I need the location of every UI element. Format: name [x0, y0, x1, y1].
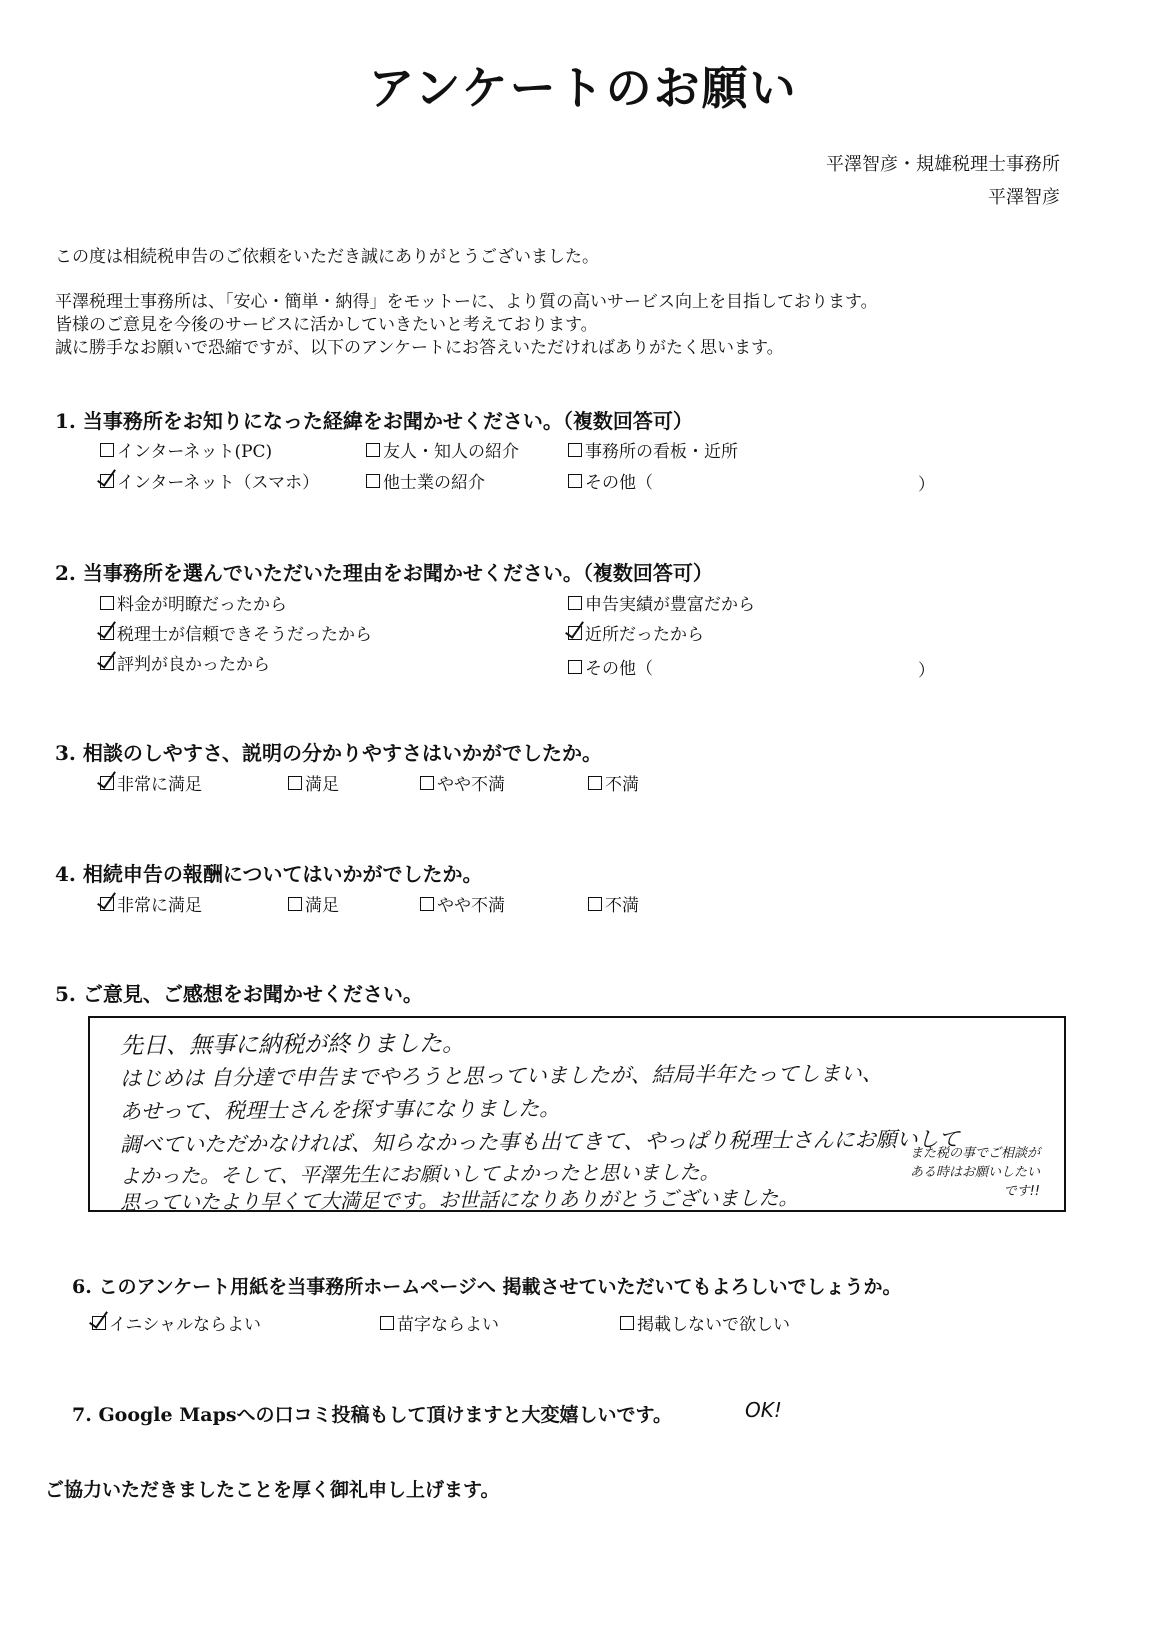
checkbox[interactable]: [568, 443, 582, 457]
question-1: 1. 当事務所をお知りになった経緯をお聞かせください。（複数回答可）: [55, 409, 693, 433]
checkbox[interactable]: [588, 897, 602, 911]
q2-option-other[interactable]: その他（: [568, 654, 653, 679]
checkbox[interactable]: [568, 596, 582, 610]
checkbox-checked[interactable]: [100, 474, 114, 488]
checkbox-checked[interactable]: [100, 656, 114, 670]
q1-option-friend-referral[interactable]: 友人・知人の紹介: [366, 437, 519, 462]
comment-line: あせって、税理士さんを探す事になりました。: [119, 1096, 561, 1124]
q2-option-track-record[interactable]: 申告実績が豊富だから: [568, 590, 755, 615]
comment-line: 先日、無事に納税が終りました。: [119, 1030, 466, 1060]
q1-other-close-paren: ）: [918, 475, 935, 495]
page-title: アンケートのお願い: [368, 61, 798, 115]
checkbox[interactable]: [568, 660, 582, 674]
q1-option-other[interactable]: その他（: [568, 468, 653, 493]
checkbox-checked[interactable]: [100, 626, 114, 640]
q6-option-surname[interactable]: 苗字ならよい: [380, 1310, 499, 1335]
intro-thanks: この度は相続税申告のご依頼をいただき誠にありがとうございました。: [55, 247, 599, 267]
q3-option-dissatisfied[interactable]: 不満: [588, 770, 639, 795]
intro-line-opinion: 皆様のご意見を今後のサービスに活かしていきたいと考えております。: [55, 315, 598, 335]
checkbox[interactable]: [288, 897, 302, 911]
checkbox[interactable]: [420, 776, 434, 790]
intro-line-motto: 平澤税理士事務所は、「安心・簡単・納得」をモットーに、より質の高いサービス向上を目指しております。: [55, 292, 878, 312]
comment-line: 調べていただかなければ、知らなかった事も出てきて、やっぱり税理士さんにお願いして: [119, 1127, 960, 1157]
tax-accountant-name: 平澤智彦: [988, 187, 1060, 208]
side-note-line: です!!: [1003, 1184, 1040, 1199]
question-4: 4. 相続申告の報酬についてはいかがでしたか。: [55, 862, 483, 886]
checkbox[interactable]: [288, 776, 302, 790]
q2-other-close-paren: ）: [918, 661, 935, 681]
q3-option-somewhat-dissatisfied[interactable]: やや不満: [420, 770, 505, 795]
checkbox[interactable]: [568, 474, 582, 488]
q3-option-satisfied[interactable]: 満足: [288, 770, 339, 795]
q2-option-clear-fee[interactable]: 料金が明瞭だったから: [100, 590, 287, 615]
checkbox-checked[interactable]: [92, 1316, 106, 1330]
checkbox[interactable]: [366, 474, 380, 488]
q2-option-nearby[interactable]: 近所だったから: [568, 620, 704, 645]
q6-option-no-publish[interactable]: 掲載しないで欲しい: [620, 1310, 790, 1335]
comment-box[interactable]: [88, 1016, 1066, 1215]
intro-line-request: 誠に勝手なお願いで恐縮ですが、以下のアンケートにお答えいただければありがたく思います。: [55, 338, 784, 358]
q4-option-somewhat-dissatisfied[interactable]: やや不満: [420, 891, 505, 916]
checkbox[interactable]: [380, 1316, 394, 1330]
closing-thanks: ご協力いただきましたことを厚く御礼申し上げます。: [45, 1479, 500, 1501]
question-6: 6. このアンケート用紙を当事務所ホームページへ 掲載させていただいてもよろしいでしょうか。: [72, 1276, 902, 1298]
office-name: 平澤智彦・規雄税理士事務所: [826, 154, 1060, 175]
side-note-line: ある時はお願いしたい: [909, 1165, 1040, 1180]
checkbox-checked[interactable]: [568, 626, 582, 640]
side-note-line: また税の事でご相談が: [909, 1146, 1040, 1161]
checkbox-checked[interactable]: [100, 897, 114, 911]
q2-option-trustworthy[interactable]: 税理士が信頼できそうだったから: [100, 620, 372, 645]
comment-line: はじめは 自分達で申告までやろうと思っていましたが、結局半年たってしまい、: [119, 1061, 883, 1091]
q4-option-dissatisfied[interactable]: 不満: [588, 891, 639, 916]
q6-option-initials[interactable]: イニシャルならよい: [92, 1310, 261, 1335]
question-2: 2. 当事務所を選んでいただいた理由をお聞かせください。（複数回答可）: [55, 561, 713, 585]
comment-line: よかった。そして、平澤先生にお願いしてよかったと思いました。: [119, 1159, 720, 1189]
q3-option-very-satisfied[interactable]: 非常に満足: [100, 770, 202, 795]
checkbox[interactable]: [366, 443, 380, 457]
q4-option-satisfied[interactable]: 満足: [288, 891, 339, 916]
q7-answer: OK!: [745, 1398, 782, 1422]
q1-option-internet-pc[interactable]: インターネット(PC): [100, 437, 272, 462]
checkbox[interactable]: [620, 1316, 634, 1330]
q1-option-office-sign[interactable]: 事務所の看板・近所: [568, 437, 738, 462]
q2-option-reputation[interactable]: 評判が良かったから: [100, 650, 270, 675]
question-5: 5. ご意見、ご感想をお聞かせください。: [55, 982, 423, 1006]
checkbox[interactable]: [100, 443, 114, 457]
q1-option-other-professional[interactable]: 他士業の紹介: [366, 468, 485, 493]
question-7: 7. Google Mapsへの口コミ投稿もして頂けますと大変嬉しいです。: [72, 1404, 673, 1426]
q1-option-internet-smartphone[interactable]: インターネット（スマホ）: [100, 468, 319, 493]
checkbox[interactable]: [100, 596, 114, 610]
checkbox[interactable]: [588, 776, 602, 790]
q4-option-very-satisfied[interactable]: 非常に満足: [100, 891, 202, 916]
checkbox-checked[interactable]: [100, 776, 114, 790]
checkbox[interactable]: [420, 897, 434, 911]
question-3: 3. 相談のしやすさ、説明の分かりやすさはいかがでしたか。: [55, 741, 603, 765]
comment-line: 思っていたより早くて大満足です。お世話になりありがとうございました。: [119, 1185, 799, 1215]
